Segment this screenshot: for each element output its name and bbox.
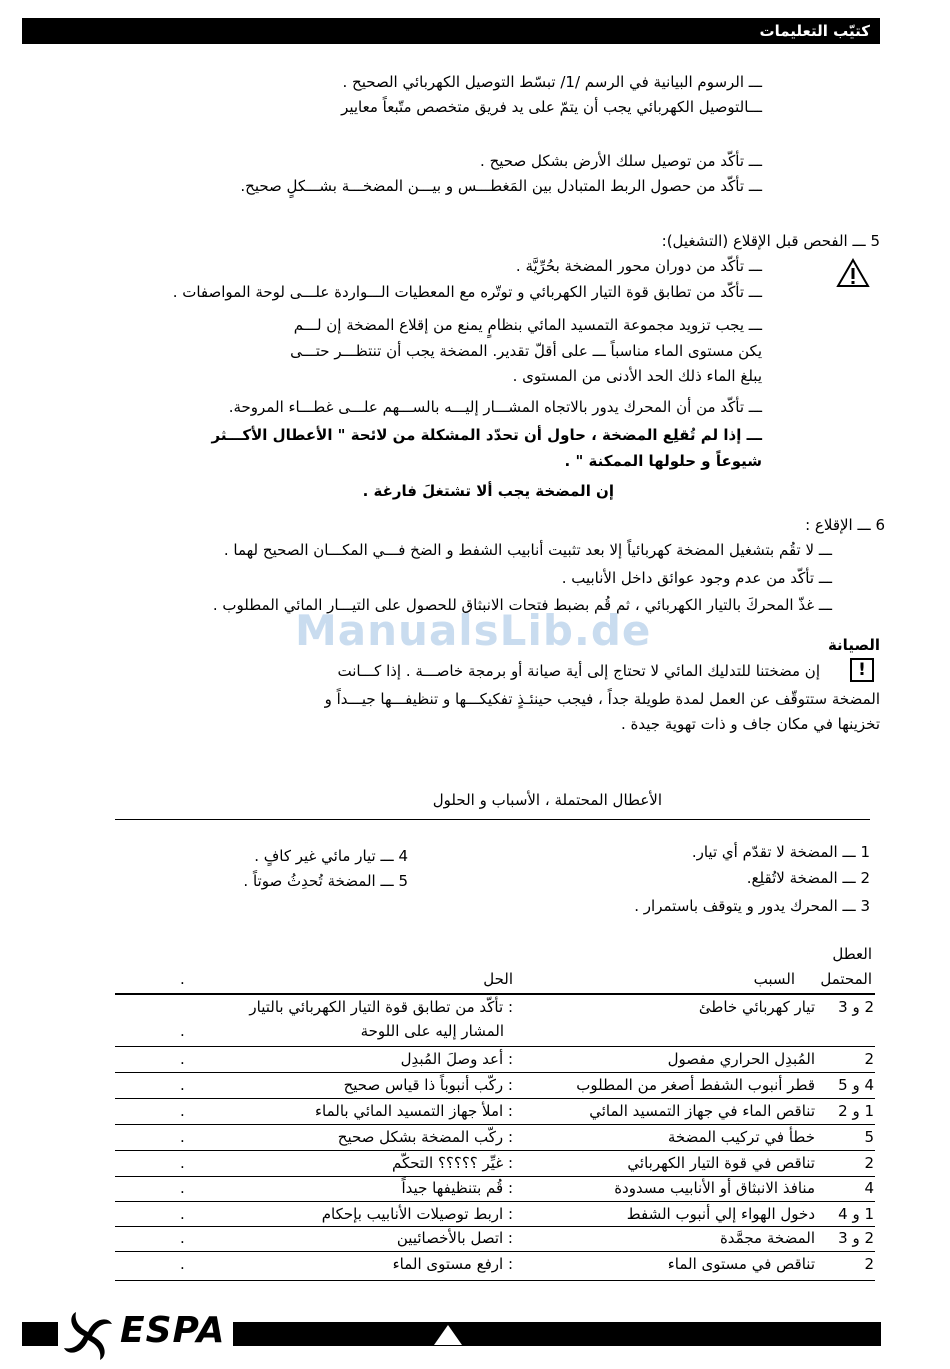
fault-list-2: 2 ـــ المضخة لاتُقلِع.	[746, 869, 870, 887]
table-header-cause: السبب	[753, 970, 795, 988]
row-fault: 4 و 5	[838, 1076, 874, 1094]
table-header-fault: المحتمل	[820, 970, 872, 988]
row-dot: .	[180, 1050, 185, 1068]
watermark: ManualsLib.de	[295, 606, 652, 655]
fault-list-5: 5 ـــ المضخة تُحدِثُ صوتاً .	[243, 872, 408, 890]
row-fault: 1 و 2	[838, 1102, 874, 1120]
row-dot: .	[180, 1022, 185, 1040]
espa-pinwheel-icon	[58, 1310, 118, 1362]
startup-heading: 6 ـــ الإقلاع :	[805, 516, 885, 534]
row-fault: 2	[864, 1255, 874, 1273]
table-row-rule	[115, 1150, 875, 1151]
wiring-check-2: ـــ تأكّد من حصول الربط المتبادل بين المَغطـــس و بيـــن المضخـــة بشـــكلٍ صحيح.	[240, 177, 762, 195]
row-solution: : تأكّد من تطابق قوة التيار الكهربائي بالتيار	[249, 998, 513, 1016]
maintenance-line-3: تخزينها في مكان جاف و ذات تهوية جيدة .	[621, 715, 880, 733]
table-row-rule	[115, 1280, 875, 1281]
precheck-line-6: ـــ تأكّد من أن المحرك يدور بالاتجاه المشـــار إليـــه بالســـهم علـــى غطـــاء المروحة.	[228, 398, 762, 416]
espa-brand: ESPA	[120, 1310, 226, 1351]
row-fault: 2 و 3	[838, 1229, 874, 1247]
row-fault: 2 و 3	[838, 998, 874, 1016]
header-bar	[22, 18, 880, 44]
table-header-rule	[115, 993, 875, 995]
footer-bar-right	[233, 1322, 881, 1346]
precheck-heading: 5 ـــ الفحص قبل الإقلاع (التشغيل):	[661, 232, 880, 250]
row-solution-cont: المشار إليه على اللوحة	[360, 1022, 504, 1040]
table-row-rule	[115, 1251, 875, 1252]
row-solution: : اتصل بالأخصائيين	[396, 1229, 513, 1247]
faults-title: الأعطال المحتملة ، الأسباب و الحلول	[432, 791, 662, 809]
row-dot: .	[180, 1179, 185, 1197]
row-cause: تناقص في مستوى الماء	[667, 1255, 815, 1273]
fault-list-3: 3 ـــ المحرك يدور و يتوقف باستمرار .	[634, 897, 870, 915]
row-cause: دخول الهواء إلي أنبوب الشفط	[626, 1205, 815, 1223]
precheck-line-7: ـــ إذا لم تُقلِع المضخة ، حاول أن تحدّد المشكلة من لائحة " الأعطال الأكـــثر	[211, 426, 762, 444]
row-solution: : ارفع مستوى الماء	[392, 1255, 513, 1273]
wiring-line-2: ـــالتوصيل الكهربائي يجب أن يتمّ على يد فريق متخصص متّبعاً معايير	[341, 98, 762, 116]
fault-list-4: 4 ـــ تيار مائي غير كافٍ .	[254, 847, 408, 865]
precheck-line-8: شيوعاً و حلولها الممكنة " .	[564, 452, 762, 470]
table-row-rule	[115, 1201, 875, 1202]
maintenance-line-1: إن مضختنا للتدليك المائي لا تحتاج إلى أية صيانة أو برمجة خاصـــة . إذا كـــانت	[337, 662, 820, 680]
row-cause: قطر أنبوب الشفط أصغر من المطلوب	[576, 1076, 815, 1094]
wiring-check-1: ـــ تأكّد من توصيل سلك الأرض بشكل صحيح .	[480, 152, 762, 170]
precheck-line-5: يبلغ الماء ذلك الحد الأدنى من المستوى .	[512, 367, 762, 385]
row-solution: : املأ جهاز التمسيد المائي بالماء	[314, 1102, 513, 1120]
faults-title-rule	[115, 819, 870, 820]
row-dot: .	[180, 1205, 185, 1223]
row-fault: 1 و 4	[838, 1205, 874, 1223]
row-solution: : ركّب المضخة بشكل صحيح	[337, 1128, 513, 1146]
precheck-line-1: ـــ تأكّد من دوران محور المضخة بحُرِّيَّة .	[515, 257, 762, 275]
table-header-fault-top: العطل	[832, 945, 872, 963]
row-fault: 5	[864, 1128, 874, 1146]
startup-line-2: ـــ تأكّد من عدم وجود عوائق داخل الأنابيب .	[561, 569, 832, 587]
row-solution: : اربط توصيلات الأنابيب بإحكام	[321, 1205, 513, 1223]
row-dot: .	[180, 1102, 185, 1120]
table-row-rule	[115, 1124, 875, 1125]
row-cause: المضخة مجمَّدة	[719, 1229, 815, 1247]
row-cause: تيار كهربائي خاطئ	[698, 998, 815, 1016]
fault-list-1: 1 ـــ المضخة لا تقدّم أي تيار.	[691, 843, 870, 861]
row-solution: : أعد وصلَ المُبدِل	[400, 1050, 513, 1068]
row-cause: خطأ في تركيب المضخة	[667, 1128, 815, 1146]
row-solution: : ركّب أنبوباً ذا قياس صحيح	[343, 1076, 513, 1094]
row-cause: تناقص الماء في جهاز التمسيد المائي	[589, 1102, 815, 1120]
startup-line-1: ـــ لا تقُم بتشغيل المضخة كهربائياً إلا بعد تثبيت أنابيب الشفط و الضخ فـــي المكـــان الصحيح لهما .	[223, 541, 832, 559]
row-cause: المُبدِل الحراري مفصول	[667, 1050, 815, 1068]
row-dot: .	[180, 1229, 185, 1247]
row-cause: منافذ الانبثاق أو الأنابيب مسدودة	[614, 1179, 815, 1197]
row-fault: 2	[864, 1154, 874, 1172]
precheck-warning-line: إن المضخة يجب ألا تشتغلَ فارغة .	[362, 482, 614, 500]
caution-icon: !	[850, 658, 874, 682]
footer-bar-left	[22, 1322, 58, 1346]
header-title: كتيّب التعليمات	[759, 22, 870, 40]
wiring-line-1: ـــ الرسوم البيانية في الرسم /1/ تبسّط التوصيل الكهربائي الصحيح .	[342, 73, 762, 91]
table-row-rule	[115, 1046, 875, 1047]
triangle-up-icon	[433, 1324, 463, 1346]
row-solution: : قُم بتنظيفها جيداً	[401, 1179, 513, 1197]
startup-line-3: ـــ غذّ المحركَ بالتيار الكهربائي ، ثم قُم بضبط فتحات الانبثاق للحصول على التيـــار المائي المطلوب .	[212, 596, 832, 614]
row-dot: .	[180, 1128, 185, 1146]
row-fault: 2	[864, 1050, 874, 1068]
table-row-rule	[115, 1098, 875, 1099]
row-dot: .	[180, 1154, 185, 1172]
table-row-rule	[115, 1072, 875, 1073]
maintenance-heading: الصيانة	[827, 636, 880, 654]
warning-triangle-icon	[836, 258, 870, 288]
row-dot: .	[180, 1255, 185, 1273]
row-solution: : غيِّر ؟؟؟؟؟ التحكّم	[391, 1154, 513, 1172]
row-dot: .	[180, 1076, 185, 1094]
precheck-line-4: يكن مستوى الماء مناسباً ـــ على أقلّ تقدير. المضخة يجب أن تنتظـــر حتـــى	[290, 342, 762, 360]
maintenance-line-2: المضخة ستتوقّف عن العمل لمدة طويلة جداً ، فيجب حينئـذٍ تفكيكـــها و تنظيفـــها جيـــداً و	[324, 690, 880, 708]
row-fault: 4	[864, 1179, 874, 1197]
precheck-line-2: ـــ تأكّد من تطابق قوة التيار الكهربائي و توتّره مع المعطيات الـــواردة علـــى لوحة المواصفات .	[172, 283, 762, 301]
precheck-line-3: ـــ يجب تزويد مجموعة التمسيد المائي بنظامٍ يمنع من إقلاع المضخة إن لـــم	[293, 316, 762, 334]
table-header-solution: الحل	[483, 970, 513, 988]
row-cause: تناقص في قوة التيار الكهربائي	[627, 1154, 815, 1172]
table-header-dot: .	[180, 970, 185, 988]
